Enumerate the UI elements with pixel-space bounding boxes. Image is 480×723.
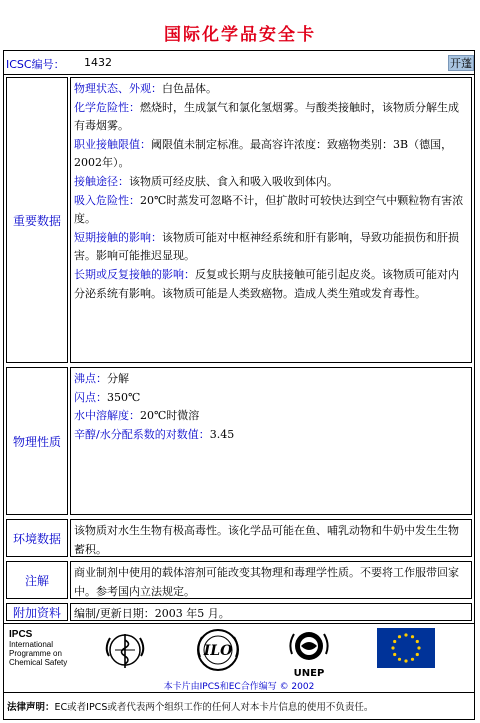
unep-label: UNEP (293, 668, 325, 679)
legal-text: EC或者IPCS或者代表两个组织工作的任何人对本卡片信息的使用不负责任。 (54, 702, 374, 713)
credit-line: 本卡片由IPCS和EC合作编写 © 2002 (163, 682, 315, 692)
eu-star (411, 635, 414, 638)
notes-row (4, 559, 474, 601)
eu-star (411, 658, 414, 661)
eu-star (404, 659, 407, 662)
item-flash-point: 闪点：350℃ (74, 390, 141, 404)
important-data-label: 重要数据 (6, 77, 68, 363)
item-exposure-routes: 接触途径：该物质可经皮肤、食入和吸入吸收到体内。 (74, 174, 338, 188)
eu-star (391, 646, 394, 649)
eu-star (417, 646, 420, 649)
physical-properties-label: 物理性质 (6, 367, 68, 515)
item-appearance: 物理状态、外观：白色晶体。 (74, 82, 217, 95)
open-button[interactable]: 开蓬 (450, 57, 472, 70)
environment-content: 该物质对水生生物有极高毒性。该化学品可能在鱼、哺乳动物和牛奶中发生生物蓄积。 (70, 519, 472, 557)
unep-logo (284, 628, 334, 678)
ipcs-logo: IPCS International Programme on Chemical Safety (9, 629, 68, 667)
icsc-label: ICSC编号： (6, 58, 65, 71)
item-inhalation-risk: 吸入危险性：20℃时蒸发可忽略不计，但扩散时可较快达到空气中颗粒物有害浓度。 (74, 193, 464, 226)
important-data-content (70, 77, 472, 363)
additional-row (4, 601, 474, 623)
svg-text:ILO: ILO (203, 643, 233, 659)
important-data-row (4, 75, 474, 365)
physical-properties-row (4, 365, 474, 517)
item-water-solubility: 水中溶解度：20℃时微溶 (74, 409, 200, 423)
safety-card (3, 50, 475, 720)
environment-label: 环境数据 (6, 519, 68, 557)
eu-star (398, 635, 401, 638)
eu-star (416, 640, 419, 643)
notes-label: 注解 (6, 561, 68, 599)
item-log-kow: 辛醇/水分配系数的对数值：3.45 (74, 427, 235, 441)
unep-emblem-icon (284, 628, 334, 666)
page-title: 国际化学品安全卡 (164, 25, 316, 45)
additional-label: 附加资料 (6, 603, 68, 621)
legal-key: 法律声明： (7, 702, 55, 713)
icsc-row (4, 51, 474, 75)
additional-content: 编制/更新日期：2003 年5 月。 (70, 603, 472, 621)
eu-star (404, 633, 407, 636)
eu-star (393, 640, 396, 643)
icsc-number: 1432 (84, 56, 112, 69)
item-boiling-point: 沸点：分解 (74, 372, 129, 385)
legal-notice (4, 692, 474, 719)
eu-star (398, 658, 401, 661)
footer-logos (4, 624, 474, 690)
item-long-term-effects: 长期或反复接触的影响：反复或长期与皮肤接触可能引起皮炎。该物质可能对内分泌系统有影响。该物质可能是人类致癌物。造成人类生殖或发育毒性。 (74, 267, 459, 300)
item-chemical-hazard: 化学危险性：燃烧时，生成氯气和氯化氢烟雾。与酸类接触时，该物质分解生成有毒烟雾。 (74, 100, 459, 133)
eu-flag-icon (377, 628, 435, 668)
ilo-emblem-icon (194, 627, 242, 673)
notes-content: 商业制剂中使用的载体溶剂可能改变其物理和毒理学性质。不要将工作服带回家中。参考国内立法规定。 (70, 561, 472, 599)
eu-star (393, 653, 396, 656)
item-exposure-limits: 职业接触限值：阈限值未制定标准。最高容许浓度：致癌物类别：3B（德国，2002年）。 (74, 137, 453, 170)
who-emblem-icon (100, 626, 150, 674)
item-short-term-effects: 短期接触的影响：该物质可能对中枢神经系统和肝有影响，导致功能损伤和肝损害。影响可能推迟显现。 (74, 230, 459, 263)
physical-properties-content (70, 367, 472, 515)
eu-star (416, 653, 419, 656)
environment-row (4, 517, 474, 559)
